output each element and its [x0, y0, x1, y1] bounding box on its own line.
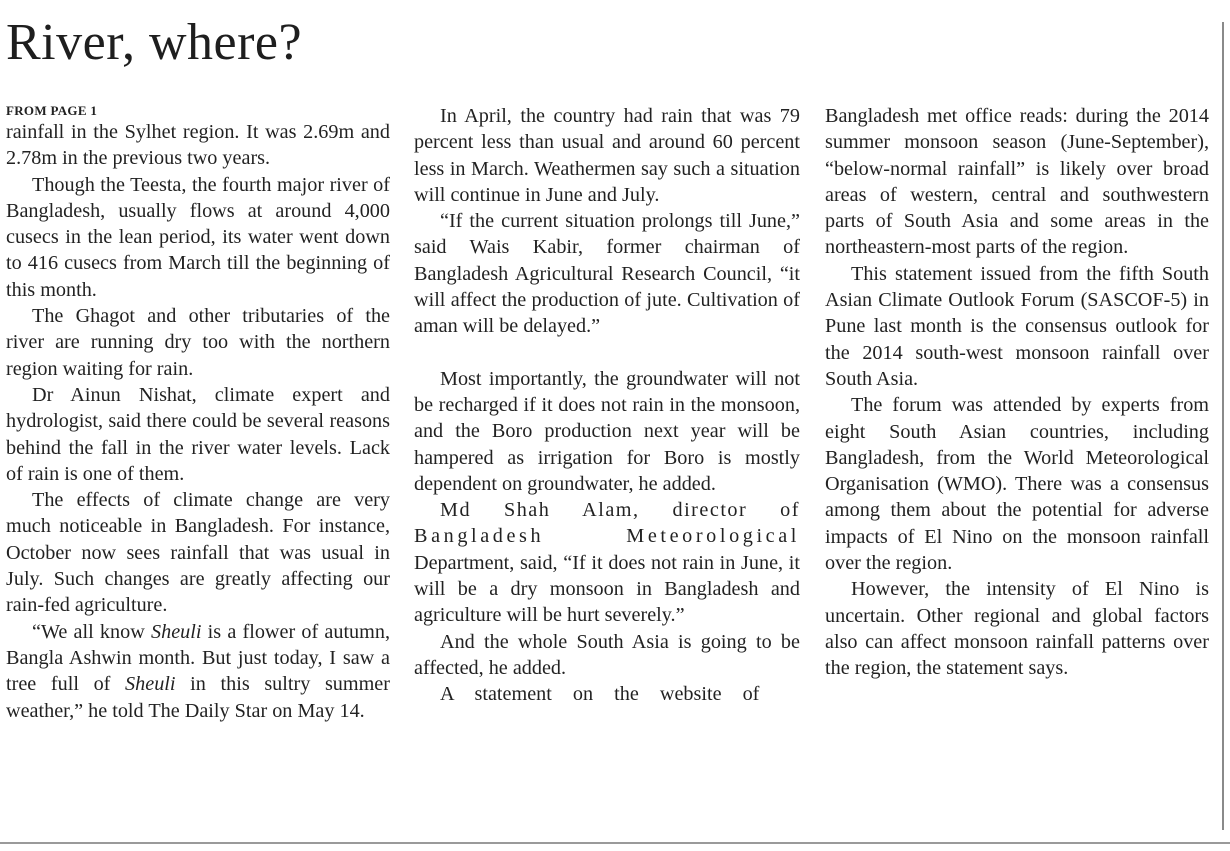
paragraph: Md Shah Alam, director of Bangladesh Meteorological Department, said, “If it does not rain in June, it will be a dry monsoon in Bangladesh and agriculture will be hurt severely.”	[414, 499, 800, 627]
paragraph: However, the intensity of El Nino is uncertain. Other regional and global factors also can affect monsoon rainfall patterns over the region, the statement says.	[825, 578, 1209, 680]
kicker: FROM PAGE 1	[6, 103, 98, 118]
paragraph: The effects of climate change are very much noticeable in Bangladesh. For instance, October now sees rainfall that was usual in July. Such changes are greatly affecting our rain-fed agriculture.	[6, 489, 390, 617]
paragraph: Dr Ainun Nishat, climate expert and hydrologist, said there could be several reasons behind the fall in the river water levels. Lack of rain is one of them.	[6, 383, 390, 485]
article-column-1	[6, 103, 390, 724]
paragraph: The forum was attended by experts from eight South Asian countries, including Bangladesh, from the World Meteorological Organisation (WMO). There was a consensus among them about the potential for adverse impacts of El Nino on the monsoon rainfall over the region.	[825, 394, 1209, 575]
paragraph: rainfall in the Sylhet region. It was 2.69m and 2.78m in the previous two years.	[6, 121, 390, 170]
paragraph: Most importantly, the groundwater will not be recharged if it does not rain in the monsoon, and the Boro production next year will be hampered as irrigation for Boro is mostly dependent on groundwater, he added.	[414, 367, 800, 495]
bottom-rule	[0, 842, 1230, 844]
article-column-3	[825, 103, 1209, 682]
paragraph: This statement issued from the fifth South Asian Climate Outlook Forum (SASCOF-5) in Pune last month is the consensus outlook for the 2014 south-west monsoon rainfall over South Asia.	[825, 262, 1209, 390]
paragraph: And the whole South Asia is going to be affected, he added.	[414, 630, 800, 679]
paragraph: The Ghagot and other tributaries of the river are running dry too with the northern region waiting for rain.	[6, 305, 390, 380]
paragraph: “We all know Sheuli is a flower of autumn, Bangla Ashwin month. But just today, I saw a tree full of Sheuli in this sultry summer weather,” he told The Daily Star on May 14.	[6, 620, 390, 722]
headline: River, where?	[6, 14, 303, 71]
paragraph-gap	[414, 340, 800, 366]
paragraph: Though the Teesta, the fourth major river of Bangladesh, usually flows at around 4,000 cusecs in the lean period, its water went down to 416 cusecs from March till the beginning of this month.	[6, 173, 390, 301]
article-column-2	[414, 103, 800, 708]
paragraph: Bangladesh met office reads: during the 2014 summer monsoon season (June-September), “below-normal rainfall” is likely over broad areas of western, central and southwestern parts of South Asia and some areas in the northeastern-most parts of the region.	[825, 105, 1209, 259]
italic-term: Sheuli	[151, 620, 202, 643]
column-rule	[1222, 22, 1224, 830]
paragraph: In April, the country had rain that was 79 percent less than usual and around 60 percent less in March. Weathermen say such a situation will continue in June and July.	[414, 105, 800, 206]
italic-term: Sheuli	[125, 673, 176, 696]
paragraph: A statement on the website of	[440, 683, 760, 706]
paragraph: “If the current situation prolongs till June,” said Wais Kabir, former chairman of Bangladesh Agricultural Research Council, “it will affect the production of jute. Cultivation of aman will be delayed.”	[414, 210, 800, 338]
